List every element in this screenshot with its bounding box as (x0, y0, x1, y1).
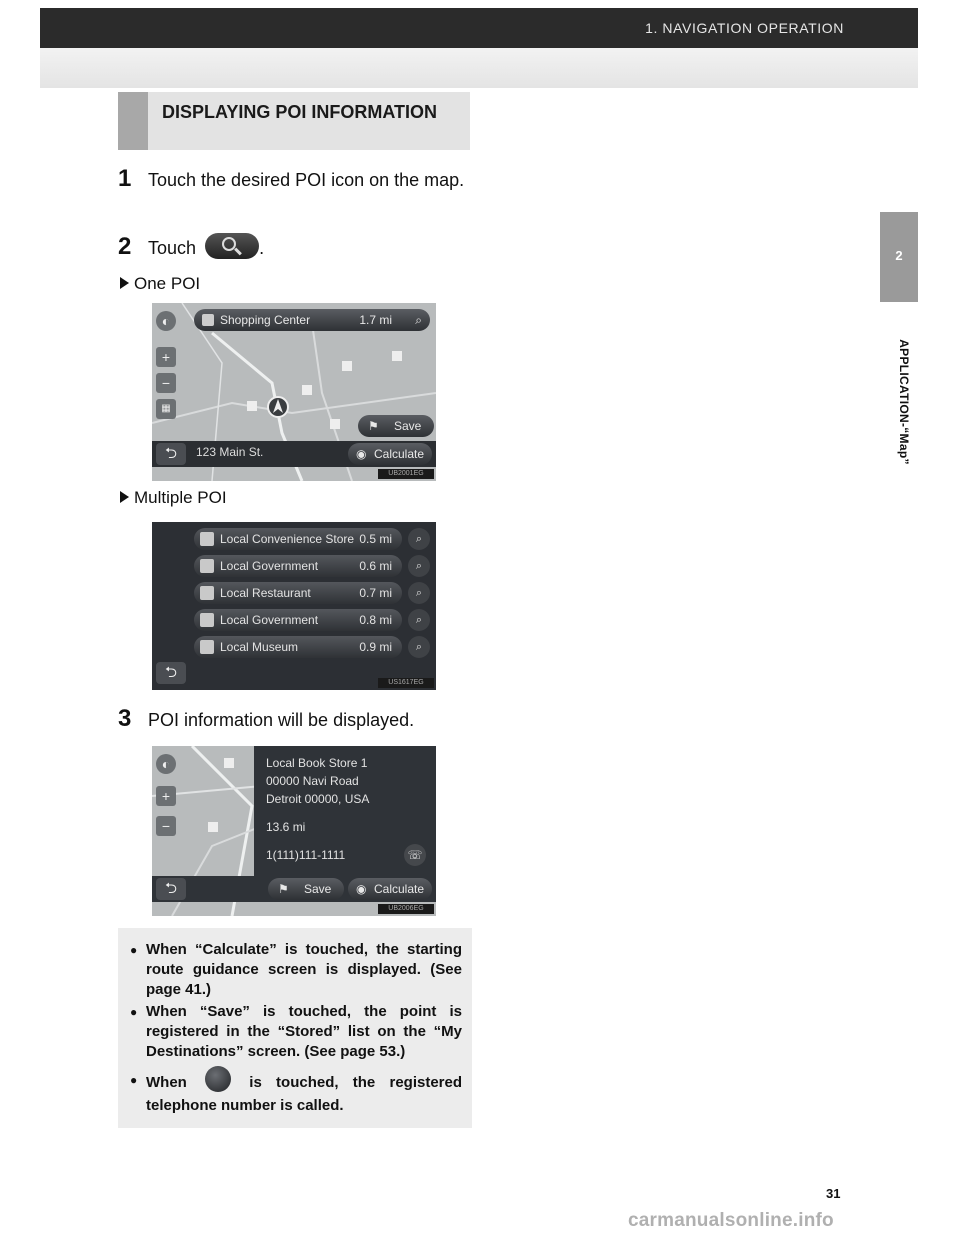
calculate-label: Calculate (374, 882, 425, 896)
step-number: 1 (118, 165, 132, 192)
poi-distance: 1.7 mi (359, 313, 392, 327)
step-2 (118, 233, 318, 266)
note-item: ● When “Calculate” is touched, the starting route guidance screen is displayed. (See page 41.) (130, 940, 462, 1000)
poi-list-label (194, 636, 402, 658)
watermark: carmanualsonline.info (628, 1210, 834, 1231)
note-item (130, 1070, 462, 1116)
poi-list-name: Local Museum (220, 640, 299, 654)
phone-button-icon (205, 1066, 231, 1092)
calculate-button[interactable] (348, 443, 432, 465)
bullet-label: Multiple POI (134, 488, 227, 507)
step-3 (118, 705, 473, 738)
government-icon (200, 559, 214, 573)
museum-icon (200, 640, 214, 654)
figure-code: UB2006EG (378, 904, 434, 914)
search-icon[interactable]: ⌕ (408, 636, 430, 658)
notes-box (118, 928, 472, 1128)
section-heading-bar (118, 92, 148, 150)
poi-info-name: Local Book Store 1 (266, 756, 368, 770)
poi-list-label (194, 609, 402, 631)
route-icon: ◉ (356, 882, 367, 896)
info-bottom-bar (152, 876, 436, 902)
triangle-bullet-icon (120, 277, 129, 289)
poi-list-distance: 0.7 mi (359, 586, 392, 600)
government-icon (200, 613, 214, 627)
map-bottom-bar (152, 441, 436, 467)
note-text: When (146, 1073, 187, 1091)
save-button[interactable] (358, 415, 434, 437)
zoom-out-button[interactable]: − (156, 373, 176, 393)
bullet-multiple-poi (120, 488, 227, 508)
poi-list-name: Local Government (220, 613, 319, 627)
calculate-label: Calculate (374, 447, 425, 461)
bullet-one-poi (120, 274, 200, 294)
screenshot-multiple-poi (152, 522, 436, 690)
flag-icon: ⚑ (278, 882, 289, 896)
step-text: POI information will be displayed. (148, 710, 415, 730)
back-button[interactable]: ⮌ (156, 878, 186, 900)
step-1 (118, 165, 473, 218)
poi-list-item[interactable] (194, 582, 430, 604)
chapter-tab (880, 212, 918, 302)
save-label: Save (394, 419, 422, 433)
zoom-in-button[interactable]: + (156, 347, 176, 367)
compass-icon[interactable]: ◐ (156, 311, 176, 331)
figure-code: UB2001EG (378, 469, 434, 479)
poi-list-item[interactable] (194, 528, 430, 550)
poi-info-city: Detroit 00000, USA (266, 792, 370, 806)
back-button[interactable]: ⮌ (156, 443, 186, 465)
calculate-button[interactable] (348, 878, 432, 900)
phone-icon[interactable]: ☏ (404, 844, 426, 866)
screenshot-poi-info (152, 746, 436, 916)
poi-list-label (194, 528, 402, 550)
convenience-store-icon (200, 532, 214, 546)
compass-icon[interactable]: ◐ (156, 754, 176, 774)
search-icon: ⌕ (415, 313, 422, 327)
map-mode-icon[interactable]: ▦ (156, 399, 176, 419)
header-subbar (40, 48, 918, 88)
poi-name-bar[interactable] (194, 309, 430, 331)
poi-list-label (194, 555, 402, 577)
search-icon[interactable]: ⌕ (408, 609, 430, 631)
figure-code: US1617EG (378, 678, 434, 688)
poi-list-name: Local Restaurant (220, 586, 311, 600)
poi-info-phone: 1(111)111-1111 (266, 848, 346, 862)
poi-list-name: Local Convenience Store (220, 532, 355, 546)
screenshot-one-poi (152, 303, 436, 481)
poi-list-label (194, 582, 402, 604)
magnifier-icon (222, 237, 236, 251)
save-button[interactable] (268, 878, 344, 900)
poi-list-distance: 0.6 mi (359, 559, 392, 573)
flag-icon: ⚑ (368, 419, 379, 433)
poi-name: Shopping Center (220, 313, 311, 327)
poi-list-distance: 0.8 mi (359, 613, 392, 627)
poi-info-street: 00000 Navi Road (266, 774, 359, 788)
search-icon[interactable]: ⌕ (408, 582, 430, 604)
restaurant-icon (200, 586, 214, 600)
header-title: 1. NAVIGATION OPERATION (645, 20, 844, 36)
poi-list-distance: 0.5 mi (359, 532, 392, 546)
back-button[interactable]: ⮌ (156, 662, 186, 684)
search-button-icon (205, 233, 259, 259)
route-icon: ◉ (356, 447, 367, 461)
step-text-wrap (148, 236, 264, 262)
page-number: 31 (826, 1186, 841, 1201)
zoom-out-button[interactable]: − (156, 816, 176, 836)
header-bar (40, 8, 918, 48)
section-heading (118, 92, 470, 150)
chapter-label: APPLICATION-“Map” (897, 339, 911, 465)
shopping-icon (202, 314, 214, 326)
section-title: DISPLAYING POI INFORMATION (162, 102, 438, 122)
poi-list-name: Local Government (220, 559, 319, 573)
step-number: 3 (118, 705, 132, 732)
search-icon[interactable]: ⌕ (408, 555, 430, 577)
chapter-number: 2 (895, 248, 903, 263)
step-number: 2 (118, 233, 132, 260)
step-text: Touch (148, 238, 197, 258)
step-suffix: . (259, 238, 265, 258)
address-label: 123 Main St. (196, 445, 264, 459)
save-label: Save (304, 882, 332, 896)
zoom-in-button[interactable]: + (156, 786, 176, 806)
bullet-label: One POI (134, 274, 201, 293)
note-item: ● When “Save” is touched, the point is registered in the “Stored” list on the “My Destinations” screen. (See page 53.) (130, 1002, 462, 1062)
triangle-bullet-icon (120, 491, 129, 503)
poi-info-distance: 13.6 mi (266, 820, 306, 834)
poi-list-item[interactable] (194, 555, 430, 577)
search-icon[interactable]: ⌕ (408, 528, 430, 550)
poi-list-distance: 0.9 mi (359, 640, 392, 654)
poi-list-item[interactable] (194, 636, 430, 658)
step-text: Touch the desired POI icon on the map. (148, 170, 465, 190)
poi-list-item[interactable] (194, 609, 430, 631)
note-text: is touched, the registered telephone number is called. (146, 1073, 463, 1114)
